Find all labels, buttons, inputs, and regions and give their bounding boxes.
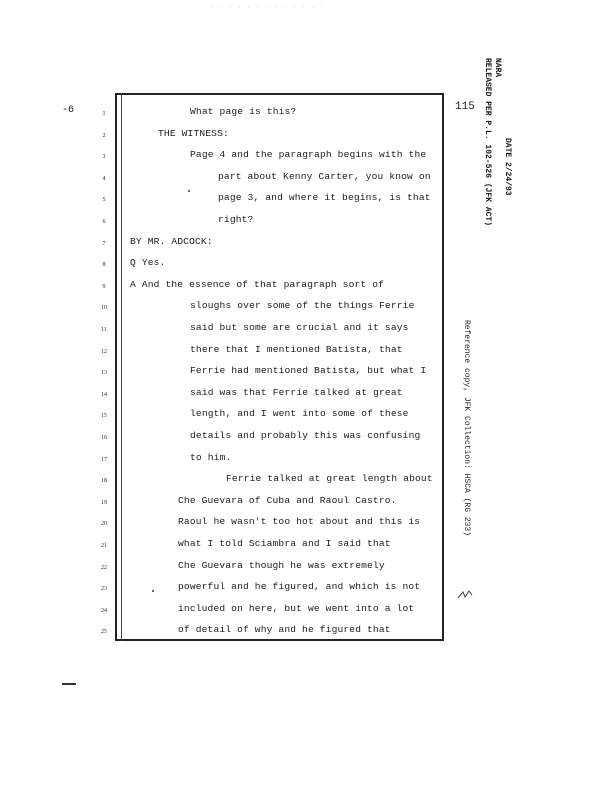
- transcript-line: Page 4 and the paragraph begins with the: [190, 149, 427, 161]
- stamp-line-1: RELEASED PER P.L. 102-526 (JFK ACT): [483, 58, 492, 227]
- scribble-mark: [456, 588, 474, 602]
- transcript-line: Ferrie had mentioned Batista, but what I: [190, 365, 427, 377]
- transcript-line: sloughs over some of the things Ferrie: [190, 300, 415, 312]
- line-number: 10: [101, 305, 107, 312]
- transcript-line: part about Kenny Carter, you know on: [218, 170, 431, 182]
- transcript-line: Raoul he wasn't too hot about and this is: [178, 516, 421, 528]
- page-number: 115: [455, 101, 475, 113]
- reference-note: Reference copy, JFK Collection: HSCA (RG 233): [462, 320, 471, 537]
- margin-rule: [121, 93, 122, 641]
- line-number: 12: [101, 348, 107, 355]
- line-number: 20: [101, 521, 107, 528]
- release-stamp: [480, 58, 516, 278]
- transcript-line: BY MR. ADCOCK:: [130, 235, 213, 247]
- stamp-line-3: DATE 2/24/93: [503, 138, 512, 196]
- line-number: 7: [102, 240, 106, 247]
- line-number: 4: [102, 175, 106, 182]
- line-number: 18: [101, 478, 107, 485]
- transcript-line: said was that Ferrie talked at great: [190, 386, 403, 398]
- line-number: 17: [101, 456, 107, 463]
- transcript-line: A And the essence of that paragraph sort of: [130, 278, 385, 290]
- transcript-line: of detail of why and he figured that: [178, 624, 391, 636]
- line-number: 11: [101, 327, 107, 333]
- line-number: 9: [102, 283, 106, 290]
- transcript-line: said but some are crucial and it says: [190, 322, 409, 333]
- transcript-line: Ferrie talked at great length about: [226, 473, 433, 485]
- line-number: 19: [101, 499, 107, 506]
- line-number: 21: [101, 543, 107, 549]
- line-number: 23: [101, 586, 107, 593]
- line-number: 14: [101, 391, 107, 398]
- bottom-dash: [62, 683, 76, 685]
- transcript-line: page 3, and where it begins, is that: [218, 192, 431, 204]
- transcript-line: included on here, but we went into a lot: [178, 602, 415, 614]
- transcript-line: powerful and he figured, and which is not: [178, 581, 421, 593]
- top-faint-text: · · · · · · · · · · · · ·: [210, 4, 326, 11]
- speck: [152, 590, 154, 592]
- transcript-line: there that I mentioned Batista, that: [190, 343, 403, 355]
- transcript-line: length, and I went into some of these: [190, 408, 409, 420]
- line-number: 25: [101, 629, 107, 636]
- transcript-line: Che Guevara though he was extremely: [178, 559, 385, 571]
- line-number: 1: [102, 111, 106, 117]
- line-number: 5: [102, 197, 106, 204]
- transcript-line: details and probably this was confusing: [190, 430, 421, 441]
- line-number: 6: [102, 219, 106, 225]
- line-number: 8: [102, 262, 106, 269]
- line-number: 13: [101, 370, 107, 377]
- transcript-line: Che Guevara of Cuba and Raoul Castro.: [178, 494, 397, 506]
- transcript-line: right?: [218, 214, 254, 225]
- line-number: 3: [102, 154, 106, 161]
- transcript-line: THE WITNESS:: [158, 127, 229, 139]
- transcript-line: Q Yes.: [130, 257, 166, 269]
- line-number: 2: [102, 132, 106, 139]
- transcript-line: what I told Sciambra and I said that: [178, 538, 391, 549]
- line-number: 15: [101, 413, 107, 420]
- left-margin-mark: -6: [62, 105, 75, 116]
- stamp-line-2: NARA: [493, 58, 502, 78]
- speck: [188, 190, 190, 192]
- transcript-line: What page is this?: [190, 106, 297, 117]
- line-number: 22: [101, 564, 107, 571]
- line-number: 16: [101, 435, 107, 441]
- line-number: 24: [101, 607, 107, 614]
- transcript-line: to him.: [190, 451, 232, 463]
